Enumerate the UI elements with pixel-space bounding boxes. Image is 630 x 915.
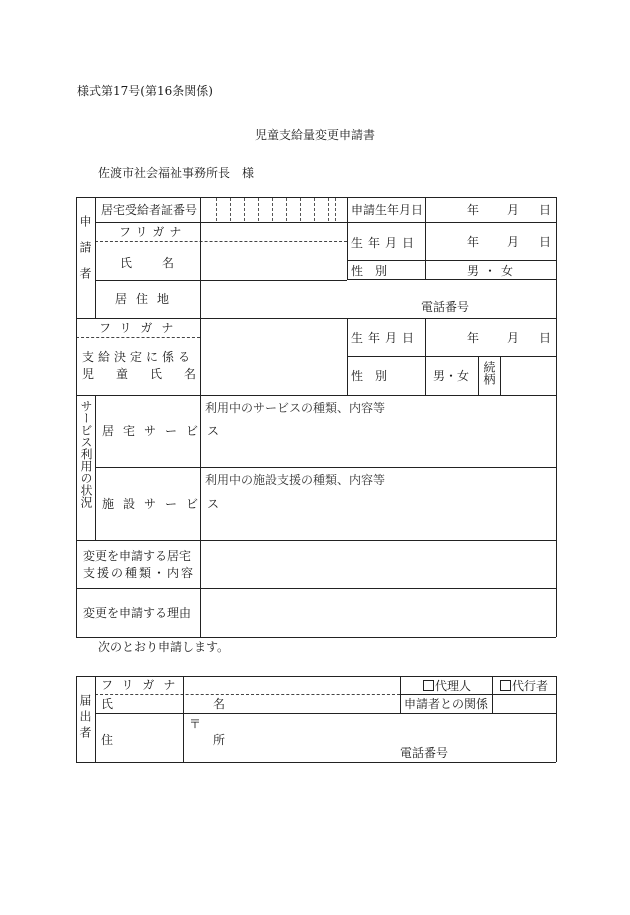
- applicant-birth-field[interactable]: [426, 223, 555, 259]
- child-birth-year: 年: [467, 331, 480, 345]
- submitter-name-field[interactable]: [184, 695, 399, 712]
- statement: 次のとおり申請します。: [98, 640, 230, 654]
- applicant-phone-label: 電話番号: [421, 300, 470, 314]
- relation-field[interactable]: [501, 357, 555, 394]
- address-label: 居住地: [115, 292, 179, 306]
- facility-service-field[interactable]: [201, 468, 555, 539]
- home-service-hint: 利用中のサービスの種類、内容等: [205, 401, 386, 415]
- facility-service-hint: 利用中の施設支援の種類、内容等: [205, 473, 386, 487]
- proxy-checkbox[interactable]: [500, 679, 548, 693]
- child-birth-day: 日: [539, 331, 552, 345]
- child-birth-month: 月: [507, 331, 520, 345]
- addressee: 佐渡市社会福祉事務所長 様: [98, 166, 255, 180]
- facility-service-label: 施設サービス: [102, 497, 229, 511]
- submitter-section-label: 届出者: [78, 694, 92, 742]
- birth-day: 日: [539, 235, 552, 249]
- submitter-address-field[interactable]: [184, 714, 555, 761]
- home-service-field[interactable]: [201, 396, 555, 466]
- relation-to-applicant-field[interactable]: [493, 695, 555, 712]
- child-name-field[interactable]: [201, 319, 346, 394]
- submitter-name-label: 氏 名: [101, 697, 270, 711]
- applicant-furigana-field[interactable]: [201, 223, 346, 241]
- child-sex-options[interactable]: 男・女: [433, 369, 470, 383]
- applicant-sex-options[interactable]: 男・女: [467, 264, 519, 278]
- birth-year: 年: [467, 235, 480, 249]
- applicant-furigana-label: フリガナ: [119, 225, 187, 239]
- date-month: 月: [507, 203, 520, 217]
- submitter-furigana-field[interactable]: [184, 677, 399, 694]
- submitter-furigana-label: フリガナ: [101, 678, 185, 692]
- relation-label: 続柄: [482, 361, 496, 385]
- cert-number-field[interactable]: [201, 198, 346, 221]
- child-birth-label: 生年月日: [351, 331, 420, 345]
- change-type-label-1: 変更を申請する居宅: [83, 549, 192, 563]
- birth-month: 月: [507, 235, 520, 249]
- form-title: 児童支給量変更申請書: [254, 128, 375, 142]
- agent-checkbox[interactable]: [423, 679, 471, 693]
- applicant-name-label: 氏 名: [120, 256, 184, 270]
- child-furigana-label: フリガナ: [99, 321, 183, 335]
- home-service-label: 居宅サービス: [102, 424, 229, 438]
- change-reason-field[interactable]: [201, 589, 555, 636]
- agent-label: 代理人: [435, 679, 472, 693]
- agent-checkbox-box[interactable]: [423, 680, 434, 691]
- change-reason-label: 変更を申請する理由: [83, 606, 192, 620]
- applicant-name-field[interactable]: [201, 242, 346, 279]
- child-sex-label: 性 別: [351, 369, 388, 383]
- proxy-checkbox-box[interactable]: [500, 680, 511, 691]
- submitter-address-label: 住 所: [101, 733, 270, 747]
- child-name-label-2: 児童氏名: [82, 367, 219, 381]
- submitter-phone-label: 電話番号: [400, 746, 449, 760]
- applicant-sex-label: 性 別: [351, 264, 388, 278]
- address-field[interactable]: [201, 281, 555, 317]
- child-name-label-1: 支給決定に係る: [82, 350, 195, 364]
- relation-to-applicant-label: 申請者との関係: [404, 697, 489, 711]
- application-date-field[interactable]: [426, 198, 555, 221]
- date-year: 年: [467, 203, 480, 217]
- postal-mark: 〒: [189, 717, 202, 731]
- form-number: 様式第17号(第16条関係): [77, 84, 213, 98]
- cert-number-label: 居宅受給者証番号: [101, 203, 198, 217]
- application-date-label: 申請生年月日: [351, 203, 424, 217]
- applicant-section-label: 申請者: [78, 215, 92, 293]
- child-birth-field[interactable]: [426, 319, 555, 355]
- service-usage-section-label: サービス利用の状況: [79, 400, 93, 508]
- applicant-birth-label: 生年月日: [351, 236, 420, 250]
- change-type-label-2: 支援の種類・内容: [83, 566, 196, 580]
- date-day: 日: [539, 203, 552, 217]
- proxy-label: 代行者: [512, 679, 549, 693]
- change-type-field[interactable]: [201, 541, 555, 587]
